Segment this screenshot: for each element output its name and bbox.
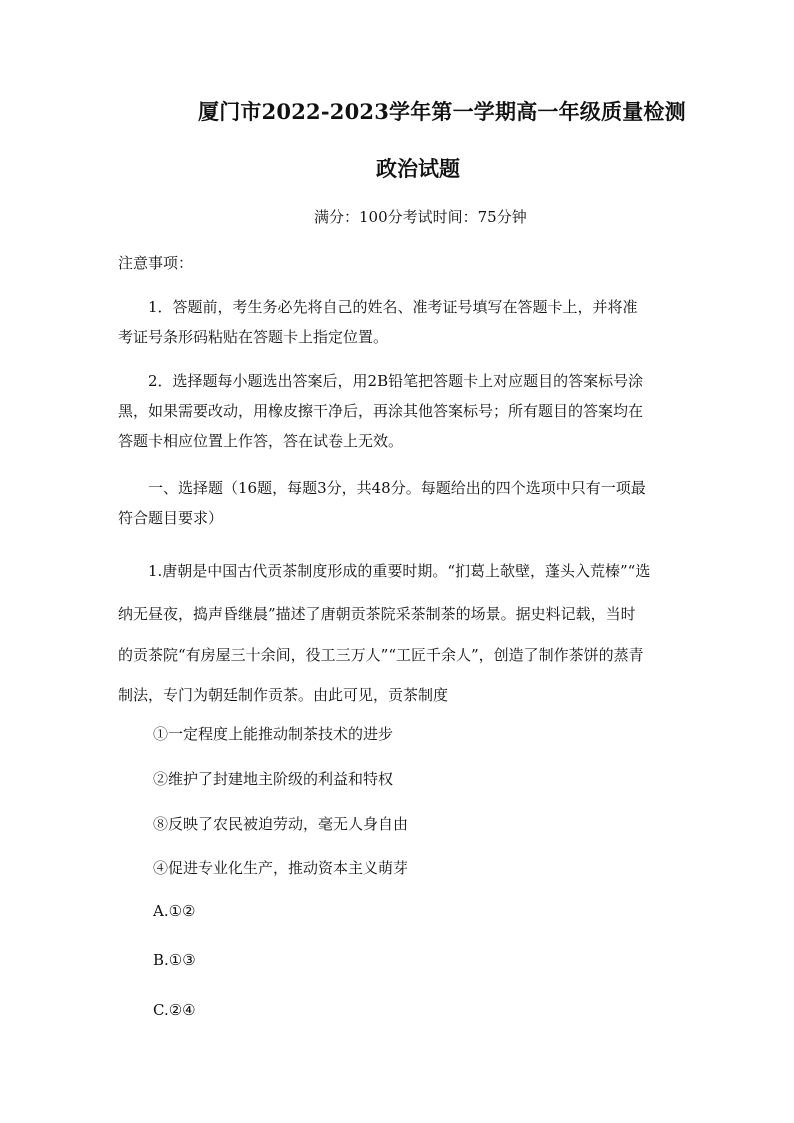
question-1-line: 纳无昼夜，捣声昏继晨”描述了唐朝贡茶院采茶制茶的场景。据史料记载，当时 — [118, 605, 636, 623]
notice-item-2-line: 黑，如果需要改动，用橡皮擦干净后，再涂其他答案标号；所有题目的答案均在 — [118, 402, 644, 420]
notice-item-2-line: 答题卡相应位置上作答，答在试卷上无效。 — [118, 432, 404, 450]
section-heading — [118, 477, 683, 537]
question-1-line: 的贡茶院“有房屋三十余间，役工三万人”“工匠千余人”，创造了制作茶饼的蒸青 — [118, 646, 644, 664]
statement-4: ④促进专业化生产，推动资本主义萌芽 — [153, 859, 409, 877]
question-1-line: 制法，专门为朝廷制作贡茶。由此可见，贡茶制度 — [118, 686, 449, 704]
notice-heading: 注意事项： — [118, 254, 194, 272]
question-1-stem — [118, 560, 683, 704]
notice-item-1-line: 考证号条形码粘贴在答题卡上指定位置。 — [118, 328, 389, 346]
question-1-line: 1.唐朝是中国古代贡茶制度形成的重要时期。“扪葛上欹壁，蓬头入荒榛”“选 — [148, 562, 651, 580]
notice-item-2 — [118, 370, 683, 460]
notice-item-2-line: 2．选择题每小题选出答案后，用2B铅笔把答题卡上对应题目的答案标号涂 — [148, 372, 644, 390]
choice-a: A.①② — [153, 902, 196, 920]
exam-title: 厦门市2022-2023学年第一学期高一年级质量检测 — [198, 99, 686, 124]
choice-b: B.①③ — [153, 951, 196, 969]
exam-score-time: 满分：100分考试时间：75分钟 — [314, 208, 527, 226]
section-heading-line: 符合题目要求） — [118, 509, 224, 527]
section-heading-line: 一、选择题（16题，每题3分，共48分。每题给出的四个选项中只有一项最 — [148, 479, 646, 497]
choice-c: C.②④ — [153, 1001, 196, 1019]
notice-item-1-line: 1．答题前，考生务必先将自己的姓名、准考证号填写在答题卡上，并将准 — [148, 298, 638, 316]
statement-2: ②维护了封建地主阶级的利益和特权 — [153, 770, 394, 788]
exam-subject: 政治试题 — [376, 156, 460, 181]
statement-3: ⑧反映了农民被迫劳动，毫无人身自由 — [153, 815, 409, 833]
statement-1: ①一定程度上能推动制茶技术的进步 — [153, 725, 394, 743]
notice-item-1 — [118, 296, 683, 356]
